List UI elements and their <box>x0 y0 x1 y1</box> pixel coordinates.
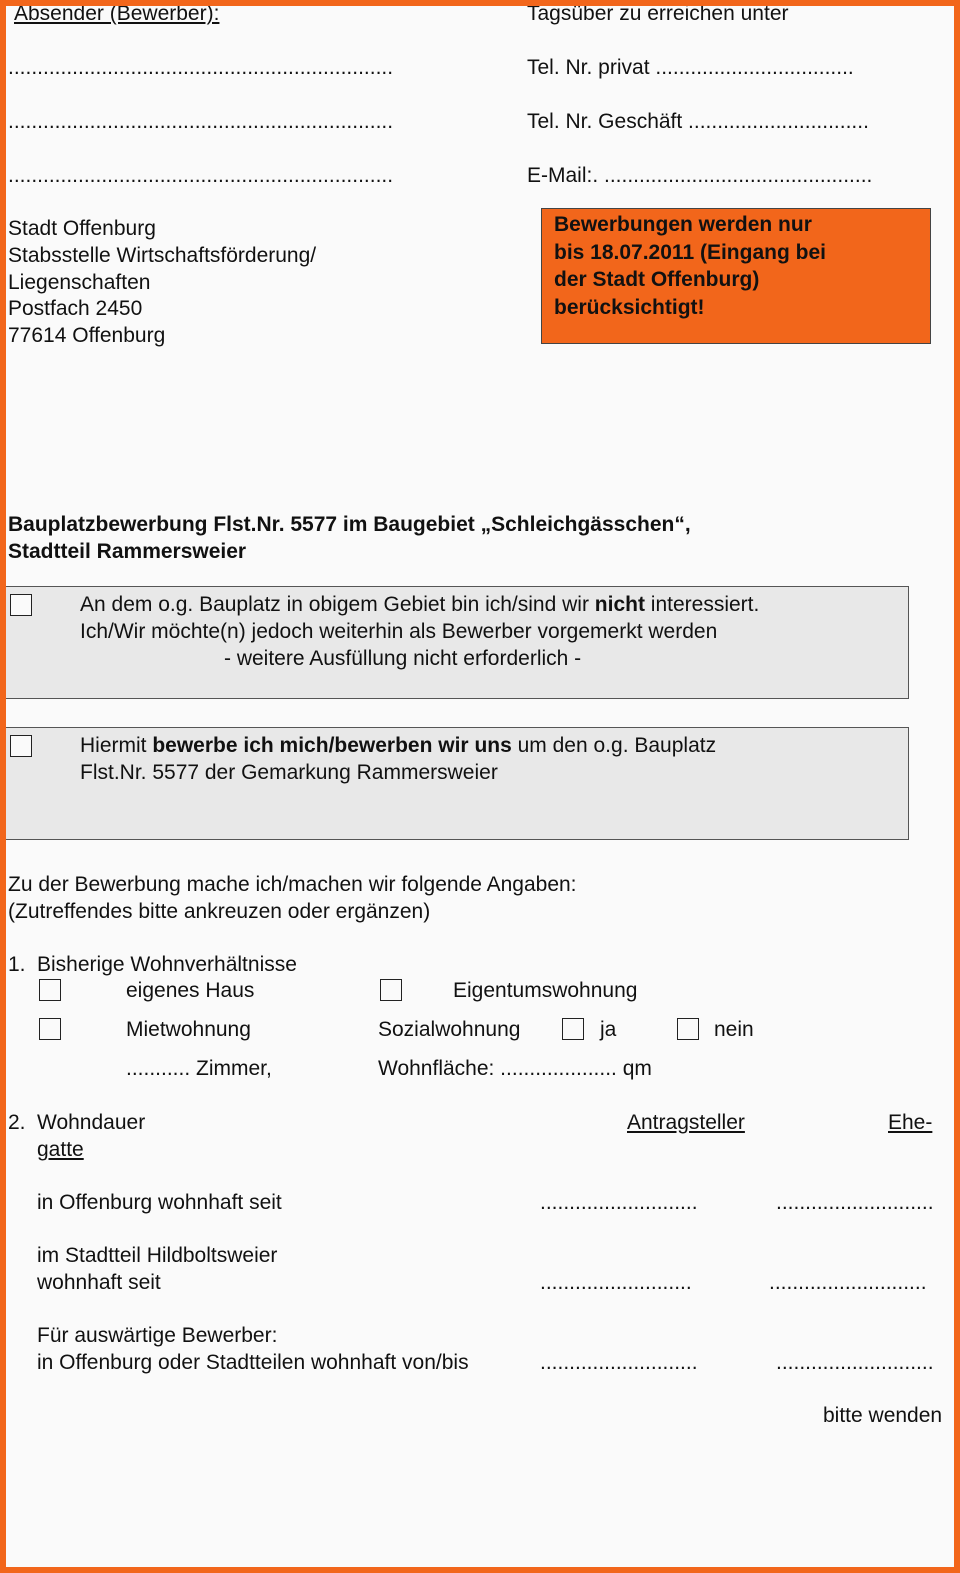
option1-line-2: Ich/Wir möchte(n) jedoch weiterhin als Bewerber vorgemerkt werden <box>80 620 718 643</box>
social-housing-label: Sozialwohnung <box>378 1018 521 1041</box>
external-applicants-applicant[interactable]: ........................... <box>540 1351 698 1374</box>
residence-district-label-2: wohnhaft seit <box>37 1271 161 1294</box>
residence-offenburg-label: in Offenburg wohnhaft seit <box>37 1191 282 1214</box>
document-subtitle: Stadtteil Rammersweier <box>8 540 247 563</box>
not-interested-checkbox[interactable] <box>10 594 32 616</box>
living-space-field[interactable]: Wohnfläche: .................... qm <box>378 1057 652 1080</box>
rental-label: Mietwohnung <box>126 1018 251 1041</box>
option1-line-3: - weitere Ausfüllung nicht erforderlich - <box>224 647 582 670</box>
option2-line-1: Hiermit bewerbe ich mich/bewerben wir uns um den o.g. Bauplatz <box>80 734 717 757</box>
yes-label: ja <box>600 1018 617 1041</box>
external-applicants-label-1: Für auswärtige Bewerber: <box>37 1324 278 1347</box>
condo-label: Eigentumswohnung <box>453 979 638 1002</box>
option2-line-2: Flst.Nr. 5577 der Gemarkung Rammersweier <box>80 761 498 784</box>
tel-business-field[interactable]: Tel. Nr. Geschäft ............................... <box>527 110 869 133</box>
intro-line-2: (Zutreffendes bitte ankreuzen oder ergänzen) <box>8 900 431 923</box>
notice-line-1: Bewerbungen werden nur <box>554 213 812 236</box>
option-apply-box <box>4 727 909 840</box>
residence-offenburg-spouse[interactable]: ........................... <box>776 1191 934 1214</box>
section2-heading: Wohndauer <box>37 1111 146 1134</box>
email-field[interactable]: E-Mail:. .............................................. <box>527 164 873 187</box>
spouse-column-header-b: gatte <box>37 1138 84 1161</box>
address-line-3: Liegenschaften <box>8 271 151 294</box>
sender-line-2[interactable]: .................................................................. <box>8 110 394 133</box>
address-line-5: 77614 Offenburg <box>8 324 166 347</box>
own-house-checkbox[interactable] <box>39 979 61 1001</box>
turn-over-note: bitte wenden <box>823 1404 943 1427</box>
document-title: Bauplatzbewerbung Flst.Nr. 5577 im Baugebiet „Schleichgässchen“, <box>8 513 691 536</box>
apply-checkbox[interactable] <box>10 735 32 757</box>
no-label: nein <box>714 1018 754 1041</box>
residence-district-label-1: im Stadtteil Hildboltsweier <box>37 1244 278 1267</box>
applicant-column-header: Antragsteller <box>627 1111 745 1134</box>
section1-number: 1. <box>8 953 26 976</box>
sender-line-3[interactable]: .................................................................. <box>8 164 394 187</box>
section2-number: 2. <box>8 1111 26 1134</box>
external-applicants-spouse[interactable]: ........................... <box>776 1351 934 1374</box>
own-house-label: eigenes Haus <box>126 979 255 1002</box>
sender-line-1[interactable]: .................................................................. <box>8 56 394 79</box>
address-line-2: Stabsstelle Wirtschaftsförderung/ <box>8 244 317 267</box>
notice-line-4: berücksichtigt! <box>554 295 705 319</box>
deadline-notice <box>541 208 931 344</box>
address-line-1: Stadt Offenburg <box>8 217 156 240</box>
address-line-4: Postfach 2450 <box>8 297 143 320</box>
option1-line-1: An dem o.g. Bauplatz in obigem Gebiet bin ich/sind wir nicht interessiert. <box>80 593 760 616</box>
rental-checkbox[interactable] <box>39 1018 61 1040</box>
sender-label: Absender (Bewerber): <box>14 2 220 25</box>
residence-district-applicant[interactable]: .......................... <box>540 1271 692 1294</box>
external-applicants-label-2: in Offenburg oder Stadtteilen wohnhaft von/bis <box>37 1351 469 1374</box>
reachable-label: Tagsüber zu erreichen unter <box>527 2 789 25</box>
residence-offenburg-applicant[interactable]: ........................... <box>540 1191 698 1214</box>
residence-district-spouse[interactable]: ........................... <box>769 1271 927 1294</box>
notice-line-2: bis 18.07.2011 (Eingang bei <box>554 240 826 264</box>
section1-heading: Bisherige Wohnverhältnisse <box>37 953 297 976</box>
social-housing-yes-checkbox[interactable] <box>562 1018 584 1040</box>
spouse-column-header-a: Ehe- <box>888 1111 933 1134</box>
intro-line-1: Zu der Bewerbung mache ich/machen wir folgende Angaben: <box>8 873 577 896</box>
rooms-field[interactable]: ........... Zimmer, <box>126 1057 272 1080</box>
option-not-interested-box <box>4 586 909 699</box>
notice-line-3: der Stadt Offenburg) <box>554 268 760 291</box>
tel-private-field[interactable]: Tel. Nr. privat .................................. <box>527 56 854 79</box>
social-housing-no-checkbox[interactable] <box>677 1018 699 1040</box>
condo-checkbox[interactable] <box>380 979 402 1001</box>
